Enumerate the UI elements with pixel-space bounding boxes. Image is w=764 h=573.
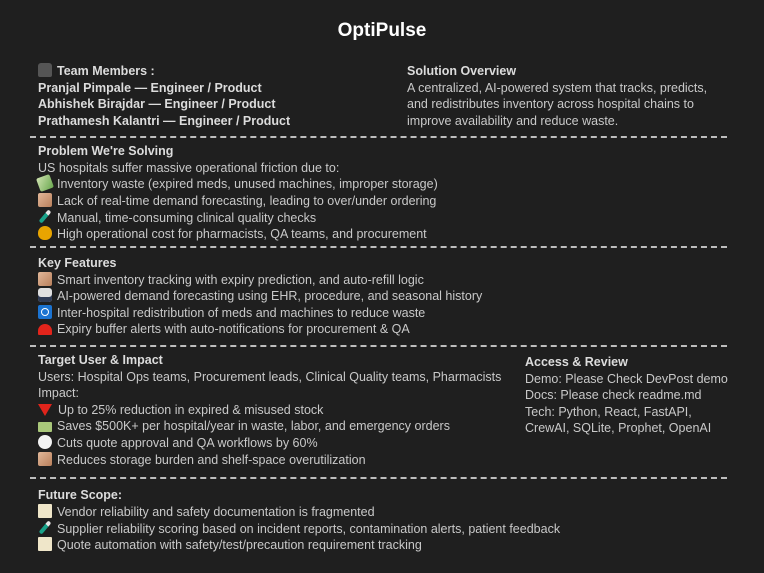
access-section	[525, 354, 728, 437]
list-item-text: Saves $500K+ per hospital/year in waste, labor, and emergency orders	[57, 419, 450, 434]
list-item-text: Vendor reliability and safety documentation is fragmented	[57, 504, 375, 519]
list-item-text: Expiry buffer alerts with auto-notifications for procurement & QA	[57, 322, 410, 337]
list-item-text: Inventory waste (expired meds, unused machines, improper storage)	[57, 177, 438, 192]
cycle-arrows-icon	[38, 305, 52, 319]
stopwatch-icon	[38, 435, 52, 449]
list-item	[38, 305, 482, 322]
list-item-text: Cuts quote approval and QA workflows by 60%	[57, 435, 318, 450]
package-box-icon	[38, 193, 52, 207]
problem-intro: US hospitals suffer massive operational friction due to:	[38, 160, 340, 175]
solution-heading: Solution Overview	[407, 64, 517, 78]
package-box-icon	[38, 272, 52, 286]
list-item-text: AI-powered demand forecasting using EHR, procedure, and seasonal history	[57, 289, 483, 304]
access-heading: Access & Review	[525, 355, 628, 369]
list-item	[38, 537, 560, 554]
impact-label: Impact:	[38, 386, 79, 401]
list-item	[38, 209, 438, 226]
team-member: Abhishek Birajdar — Engineer / Product	[38, 97, 276, 112]
section-divider	[30, 345, 727, 347]
list-item	[38, 504, 560, 521]
target-users: Users: Hospital Ops teams, Procurement leads, Clinical Quality teams, Pharmacists	[38, 369, 502, 384]
list-item-text: Up to 25% reduction in expired & misused stock	[58, 402, 324, 417]
team-member: Prathamesh Kalantri — Engineer / Product	[38, 113, 291, 128]
list-item	[38, 226, 438, 243]
list-item	[38, 321, 482, 338]
memo-icon	[38, 504, 52, 518]
list-item	[38, 272, 482, 289]
list-item-text: Supplier reliability scoring based on incident reports, contamination alerts, patient feedback	[57, 522, 561, 537]
robot-icon	[38, 288, 52, 302]
team-section	[38, 63, 290, 129]
team-heading-label: Team Members :	[57, 64, 155, 78]
list-item-text: Reduces storage burden and shelf-space overutilization	[57, 452, 366, 467]
solution-text: and redistributes inventory across hospital chains to	[407, 97, 694, 112]
list-item	[38, 435, 501, 452]
target-heading: Target User & Impact	[38, 353, 163, 367]
list-item-text: Smart inventory tracking with expiry prediction, and auto-refill logic	[57, 272, 424, 287]
package-box-icon	[38, 452, 52, 466]
list-item	[38, 418, 501, 435]
test-tube-icon	[39, 521, 52, 535]
list-item-text: High operational cost for pharmacists, QA teams, and procurement	[57, 226, 427, 241]
memo-icon	[38, 537, 52, 551]
team-heading	[38, 63, 290, 80]
list-item	[38, 520, 560, 537]
money-bag-icon	[38, 226, 52, 240]
features-heading: Key Features	[38, 256, 117, 270]
problem-heading: Problem We're Solving	[38, 144, 174, 158]
red-down-triangle-icon	[38, 404, 52, 416]
busts-in-silhouette-icon	[38, 63, 52, 77]
solution-text: A centralized, AI-powered system that tracks, predicts,	[407, 80, 708, 95]
money-with-wings-icon	[36, 174, 54, 192]
team-member: Pranjal Pimpale — Engineer / Product	[38, 80, 262, 95]
features-section	[38, 255, 482, 338]
section-divider	[30, 246, 727, 248]
target-section	[38, 352, 501, 468]
list-item	[38, 176, 438, 193]
test-tube-icon	[39, 210, 52, 224]
list-item-text: Inter-hospital redistribution of meds and machines to reduce waste	[57, 305, 426, 320]
list-item-text: Manual, time-consuming clinical quality checks	[57, 211, 317, 226]
list-item	[38, 193, 438, 210]
dollar-banknote-icon	[38, 422, 52, 432]
list-item	[38, 452, 501, 469]
siren-light-icon	[38, 324, 52, 335]
solution-section	[407, 63, 707, 129]
access-docs: Docs: Please check readme.md	[525, 388, 702, 403]
list-item-text: Lack of real-time demand forecasting, leading to over/under ordering	[57, 193, 437, 208]
future-section	[38, 487, 560, 553]
list-item	[38, 402, 501, 419]
page-title: OptiPulse	[337, 20, 427, 41]
section-divider	[30, 136, 727, 138]
access-demo: Demo: Please Check DevPost demo	[525, 371, 728, 386]
future-heading: Future Scope:	[38, 488, 123, 502]
access-tech: Tech: Python, React, FastAPI,	[525, 404, 692, 419]
solution-text: improve availability and reduce waste.	[407, 113, 619, 128]
list-item	[38, 288, 482, 305]
section-divider	[30, 477, 727, 479]
access-tech: CrewAI, SQLite, Prophet, OpenAI	[525, 421, 712, 436]
problem-section	[38, 143, 438, 243]
list-item-text: Quote automation with safety/test/precaution requirement tracking	[57, 537, 422, 552]
